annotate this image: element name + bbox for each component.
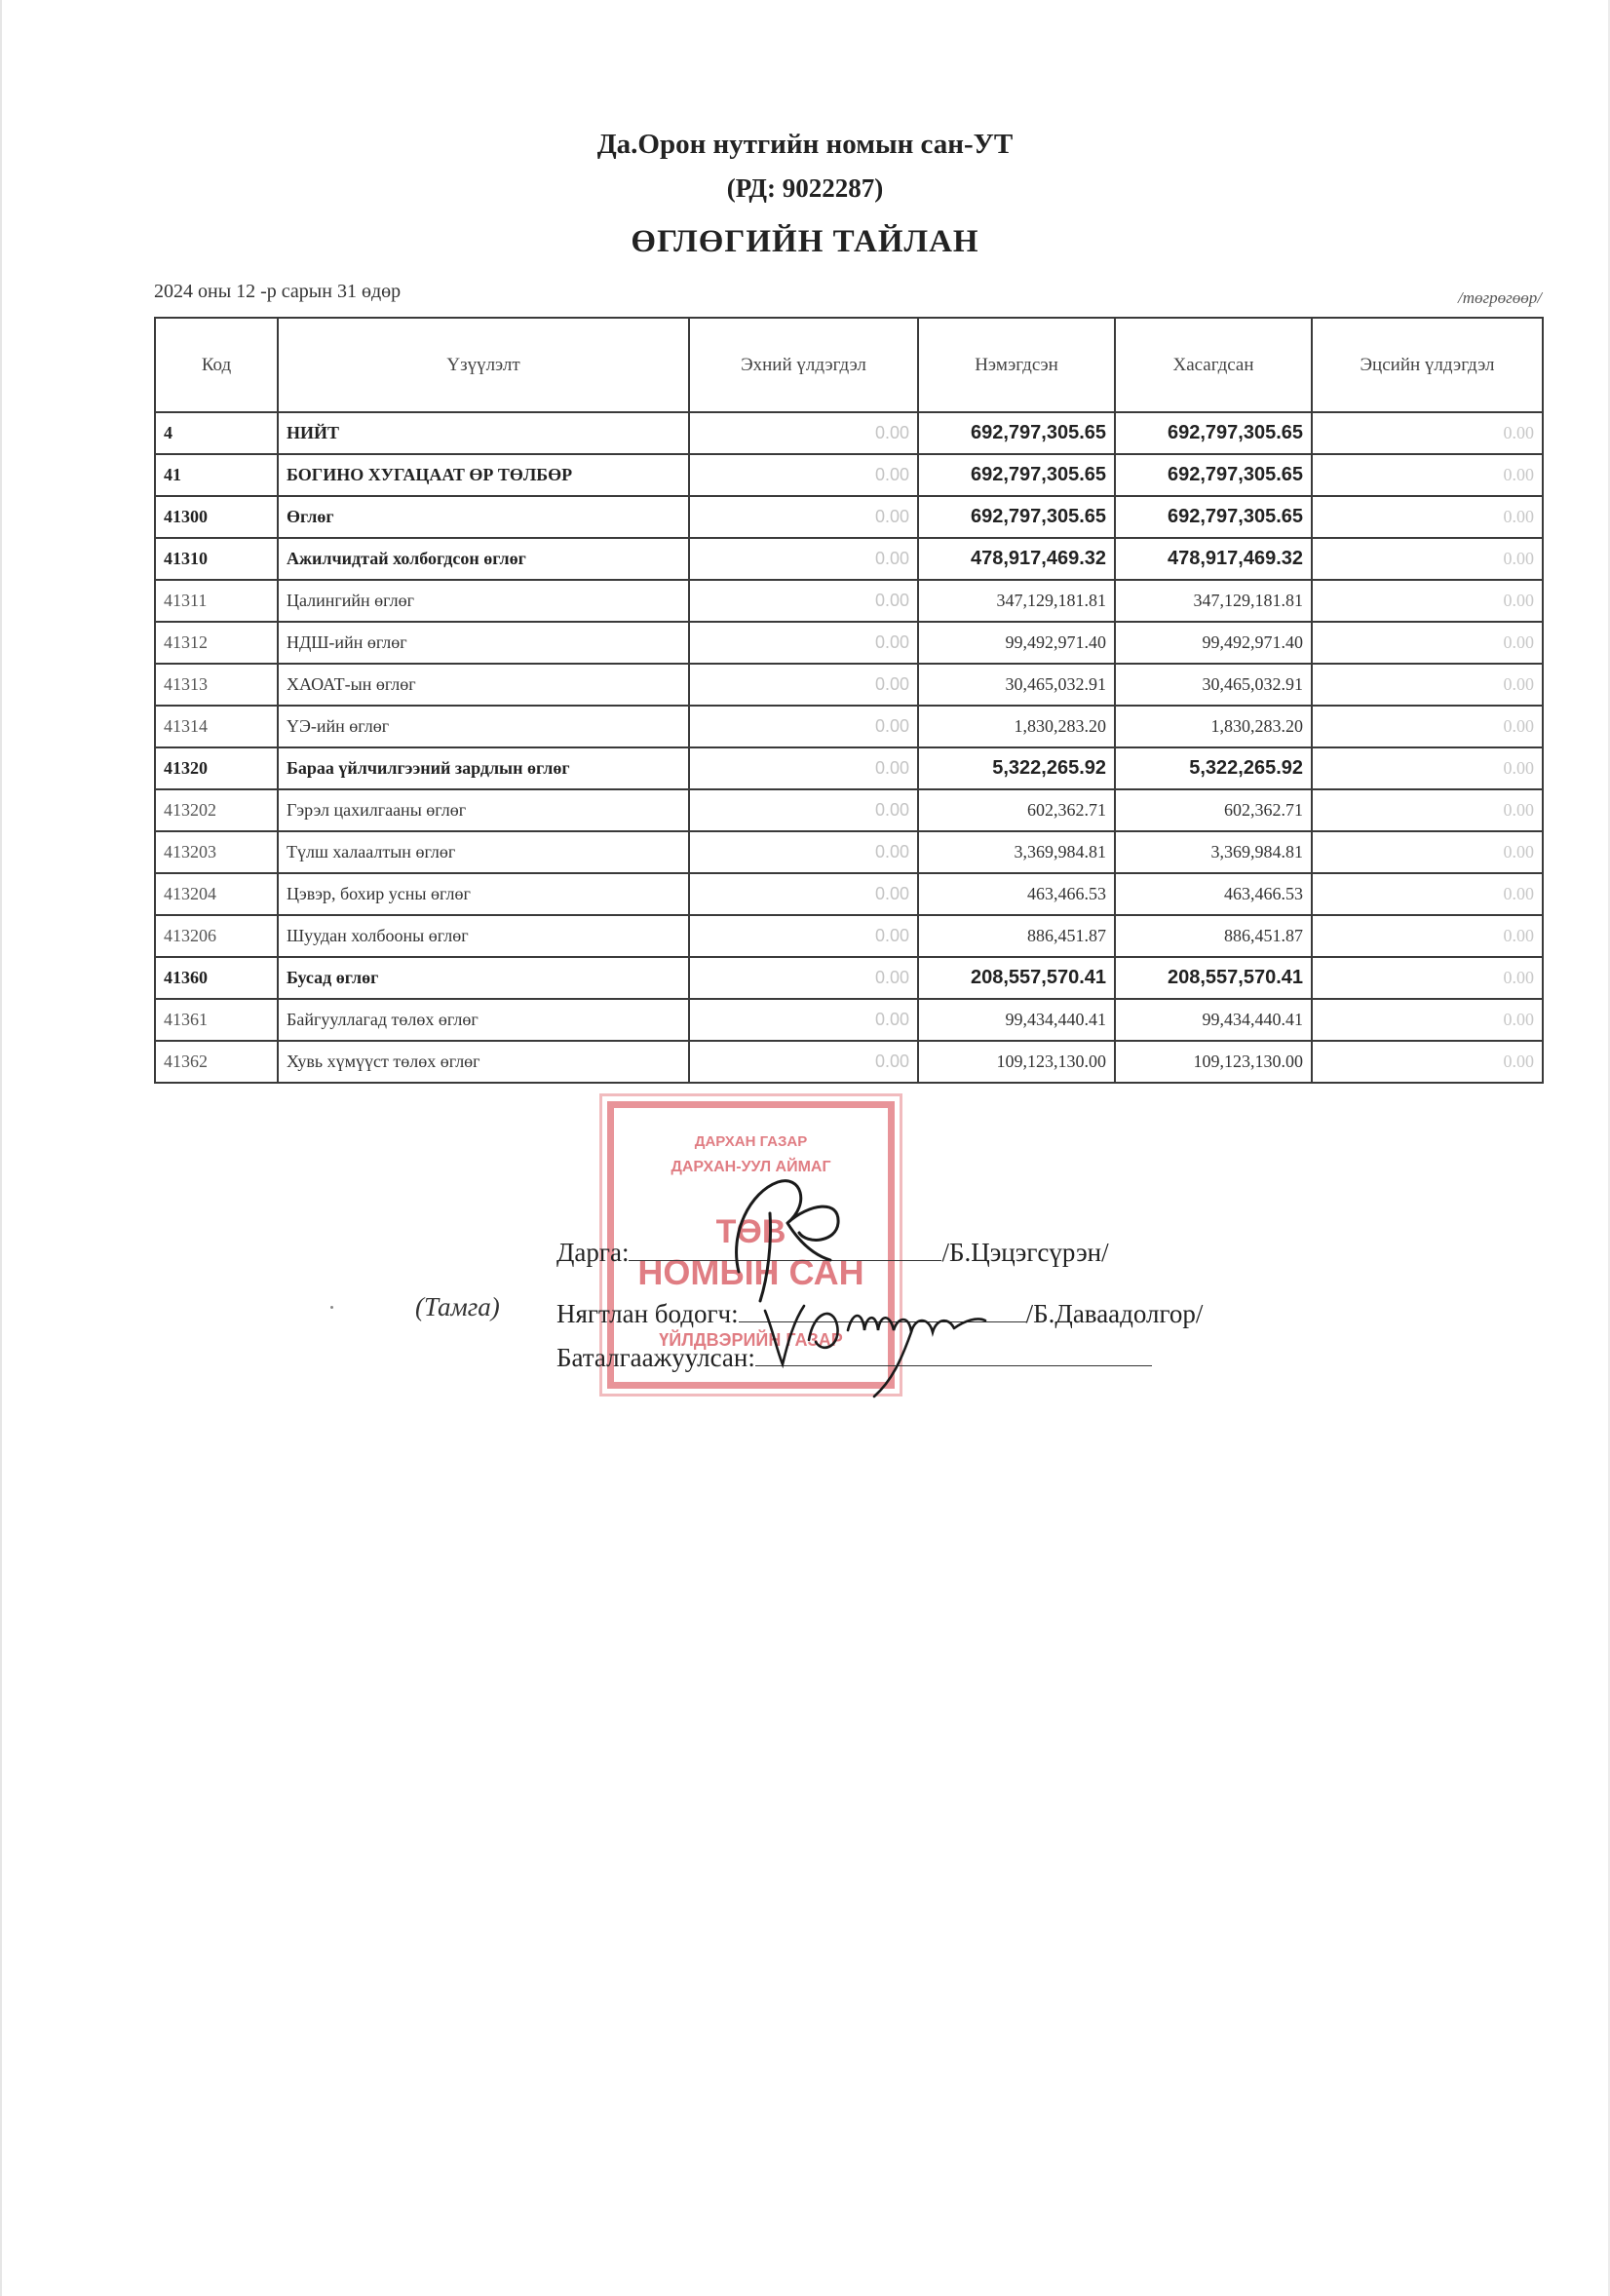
row-deducted-amount: 347,129,181.81 bbox=[1115, 580, 1312, 622]
stamp-text: ТӨВ bbox=[715, 1213, 786, 1250]
director-signature-row bbox=[556, 1238, 1109, 1268]
row-deducted-amount: 478,917,469.32 bbox=[1115, 538, 1312, 580]
accountant-label: Нягтлан бодогч: bbox=[556, 1299, 739, 1328]
accountant-name: /Б.Даваадолгор/ bbox=[1025, 1299, 1204, 1328]
row-code: 4 bbox=[155, 412, 278, 454]
row-closing-balance: 0.00 bbox=[1312, 915, 1543, 957]
table-row bbox=[155, 664, 1543, 706]
row-code: 41312 bbox=[155, 622, 278, 664]
row-opening-balance: 0.00 bbox=[689, 831, 918, 873]
row-added-amount: 1,830,283.20 bbox=[918, 706, 1115, 747]
column-header-added: Нэмэгдсэн bbox=[918, 318, 1115, 412]
row-opening-balance: 0.00 bbox=[689, 412, 918, 454]
stamp-label: (Тамга) bbox=[415, 1292, 500, 1321]
row-closing-balance: 0.00 bbox=[1312, 747, 1543, 789]
row-added-amount: 99,434,440.41 bbox=[918, 999, 1115, 1041]
row-code: 413206 bbox=[155, 915, 278, 957]
signature-line bbox=[739, 1300, 1026, 1322]
row-closing-balance: 0.00 bbox=[1312, 580, 1543, 622]
row-indicator-name: Шуудан холбооны өглөг bbox=[278, 915, 689, 957]
signature-line bbox=[629, 1239, 941, 1261]
row-closing-balance: 0.00 bbox=[1312, 1041, 1543, 1083]
row-code: 41310 bbox=[155, 538, 278, 580]
director-label: Дарга: bbox=[556, 1238, 630, 1267]
row-opening-balance: 0.00 bbox=[689, 789, 918, 831]
row-code: 413204 bbox=[155, 873, 278, 915]
row-added-amount: 692,797,305.65 bbox=[918, 412, 1115, 454]
row-deducted-amount: 99,434,440.41 bbox=[1115, 999, 1312, 1041]
row-code: 413203 bbox=[155, 831, 278, 873]
stamp-text: ҮЙЛДВЭРИЙН ГАЗАР bbox=[659, 1330, 843, 1350]
row-indicator-name: ҮЭ-ийн өглөг bbox=[278, 706, 689, 747]
row-deducted-amount: 208,557,570.41 bbox=[1115, 957, 1312, 999]
row-deducted-amount: 692,797,305.65 bbox=[1115, 496, 1312, 538]
row-indicator-name: НДШ-ийн өглөг bbox=[278, 622, 689, 664]
column-header-indicator: Үзүүлэлт bbox=[278, 318, 689, 412]
row-indicator-name: Бараа үйлчилгээний зардлын өглөг bbox=[278, 747, 689, 789]
row-opening-balance: 0.00 bbox=[689, 747, 918, 789]
row-deducted-amount: 5,322,265.92 bbox=[1115, 747, 1312, 789]
row-indicator-name: Хувь хүмүүст төлөх өглөг bbox=[278, 1041, 689, 1083]
row-opening-balance: 0.00 bbox=[689, 496, 918, 538]
row-indicator-name: Түлш халаалтын өглөг bbox=[278, 831, 689, 873]
row-indicator-name: Цалингийн өглөг bbox=[278, 580, 689, 622]
row-opening-balance: 0.00 bbox=[689, 622, 918, 664]
stamp-text: ДАРХАН-УУЛ АЙМАГ bbox=[671, 1159, 831, 1175]
row-added-amount: 208,557,570.41 bbox=[918, 957, 1115, 999]
row-added-amount: 692,797,305.65 bbox=[918, 454, 1115, 496]
row-code: 41314 bbox=[155, 706, 278, 747]
column-header-deducted: Хасагдсан bbox=[1115, 318, 1312, 412]
row-code: 41311 bbox=[155, 580, 278, 622]
row-closing-balance: 0.00 bbox=[1312, 873, 1543, 915]
organization-name: Да.Орон нутгийн номын сан-УТ bbox=[596, 129, 1014, 160]
row-deducted-amount: 886,451.87 bbox=[1115, 915, 1312, 957]
row-added-amount: 602,362.71 bbox=[918, 789, 1115, 831]
table-row bbox=[155, 873, 1543, 915]
row-code: 41300 bbox=[155, 496, 278, 538]
row-closing-balance: 0.00 bbox=[1312, 999, 1543, 1041]
report-title: ӨГЛӨГИЙН ТАЙЛАН bbox=[631, 224, 979, 259]
row-added-amount: 347,129,181.81 bbox=[918, 580, 1115, 622]
row-code: 41360 bbox=[155, 957, 278, 999]
row-added-amount: 3,369,984.81 bbox=[918, 831, 1115, 873]
row-indicator-name: Ажилчидтай холбогдсон өглөг bbox=[278, 538, 689, 580]
stamp-text: НОМЫН САН bbox=[637, 1252, 864, 1292]
signature-line bbox=[755, 1344, 1152, 1366]
row-indicator-name: НИЙТ bbox=[278, 412, 689, 454]
director-name: /Б.Цэцэгсүрэн/ bbox=[941, 1238, 1109, 1267]
row-opening-balance: 0.00 bbox=[689, 1041, 918, 1083]
row-added-amount: 478,917,469.32 bbox=[918, 538, 1115, 580]
row-indicator-name: ХАОАТ-ын өглөг bbox=[278, 664, 689, 706]
registration-number: (РД: 9022287) bbox=[726, 173, 884, 203]
row-closing-balance: 0.00 bbox=[1312, 538, 1543, 580]
row-added-amount: 99,492,971.40 bbox=[918, 622, 1115, 664]
payables-table bbox=[154, 317, 1544, 1084]
row-opening-balance: 0.00 bbox=[689, 706, 918, 747]
accountant-signature-row bbox=[556, 1299, 1203, 1329]
row-closing-balance: 0.00 bbox=[1312, 957, 1543, 999]
table-row bbox=[155, 580, 1543, 622]
table-header-row bbox=[155, 318, 1543, 412]
row-code: 41313 bbox=[155, 664, 278, 706]
row-code: 41320 bbox=[155, 747, 278, 789]
row-closing-balance: 0.00 bbox=[1312, 622, 1543, 664]
column-header-opening-balance: Эхний үлдэгдэл bbox=[689, 318, 918, 412]
row-closing-balance: 0.00 bbox=[1312, 496, 1543, 538]
row-closing-balance: 0.00 bbox=[1312, 664, 1543, 706]
row-code: 41 bbox=[155, 454, 278, 496]
table-row bbox=[155, 957, 1543, 999]
row-opening-balance: 0.00 bbox=[689, 664, 918, 706]
row-code: 41362 bbox=[155, 1041, 278, 1083]
row-deducted-amount: 463,466.53 bbox=[1115, 873, 1312, 915]
table-row bbox=[155, 915, 1543, 957]
row-closing-balance: 0.00 bbox=[1312, 789, 1543, 831]
table-row bbox=[155, 789, 1543, 831]
row-deducted-amount: 109,123,130.00 bbox=[1115, 1041, 1312, 1083]
row-added-amount: 5,322,265.92 bbox=[918, 747, 1115, 789]
table-row bbox=[155, 412, 1543, 454]
row-deducted-amount: 692,797,305.65 bbox=[1115, 454, 1312, 496]
row-opening-balance: 0.00 bbox=[689, 915, 918, 957]
verified-signature-row bbox=[556, 1343, 1152, 1373]
table-row bbox=[155, 706, 1543, 747]
row-deducted-amount: 692,797,305.65 bbox=[1115, 412, 1312, 454]
verified-label: Баталгаажуулсан: bbox=[556, 1343, 755, 1372]
row-indicator-name: БОГИНО ХУГАЦААТ ӨР ТӨЛБӨР bbox=[278, 454, 689, 496]
column-header-code: Код bbox=[155, 318, 278, 412]
table-row bbox=[155, 496, 1543, 538]
table-row bbox=[155, 454, 1543, 496]
speck bbox=[330, 1306, 333, 1309]
row-deducted-amount: 3,369,984.81 bbox=[1115, 831, 1312, 873]
table-row bbox=[155, 831, 1543, 873]
row-added-amount: 463,466.53 bbox=[918, 873, 1115, 915]
table-row bbox=[155, 747, 1543, 789]
row-closing-balance: 0.00 bbox=[1312, 412, 1543, 454]
row-opening-balance: 0.00 bbox=[689, 538, 918, 580]
table-row bbox=[155, 1041, 1543, 1083]
row-indicator-name: Байгууллагад төлөх өглөг bbox=[278, 999, 689, 1041]
stamp-text: ДАРХАН ГАЗАР bbox=[694, 1133, 808, 1150]
row-deducted-amount: 1,830,283.20 bbox=[1115, 706, 1312, 747]
row-indicator-name: Гэрэл цахилгааны өглөг bbox=[278, 789, 689, 831]
row-closing-balance: 0.00 bbox=[1312, 706, 1543, 747]
row-indicator-name: Өглөг bbox=[278, 496, 689, 538]
row-indicator-name: Цэвэр, бохир усны өглөг bbox=[278, 873, 689, 915]
row-deducted-amount: 602,362.71 bbox=[1115, 789, 1312, 831]
column-header-closing-balance: Эцсийн үлдэгдэл bbox=[1312, 318, 1543, 412]
row-closing-balance: 0.00 bbox=[1312, 454, 1543, 496]
row-opening-balance: 0.00 bbox=[689, 580, 918, 622]
row-opening-balance: 0.00 bbox=[689, 454, 918, 496]
row-opening-balance: 0.00 bbox=[689, 999, 918, 1041]
row-deducted-amount: 99,492,971.40 bbox=[1115, 622, 1312, 664]
row-added-amount: 109,123,130.00 bbox=[918, 1041, 1115, 1083]
row-opening-balance: 0.00 bbox=[689, 873, 918, 915]
row-closing-balance: 0.00 bbox=[1312, 831, 1543, 873]
row-indicator-name: Бусад өглөг bbox=[278, 957, 689, 999]
table-row bbox=[155, 538, 1543, 580]
row-added-amount: 886,451.87 bbox=[918, 915, 1115, 957]
row-opening-balance: 0.00 bbox=[689, 957, 918, 999]
row-deducted-amount: 30,465,032.91 bbox=[1115, 664, 1312, 706]
row-added-amount: 30,465,032.91 bbox=[918, 664, 1115, 706]
table-row bbox=[155, 999, 1543, 1041]
table-row bbox=[155, 622, 1543, 664]
row-added-amount: 692,797,305.65 bbox=[918, 496, 1115, 538]
row-code: 41361 bbox=[155, 999, 278, 1041]
row-code: 413202 bbox=[155, 789, 278, 831]
currency-note: /төгрөгөөр/ bbox=[1458, 288, 1542, 307]
report-date: 2024 оны 12 -р сарын 31 өдөр bbox=[154, 281, 402, 302]
